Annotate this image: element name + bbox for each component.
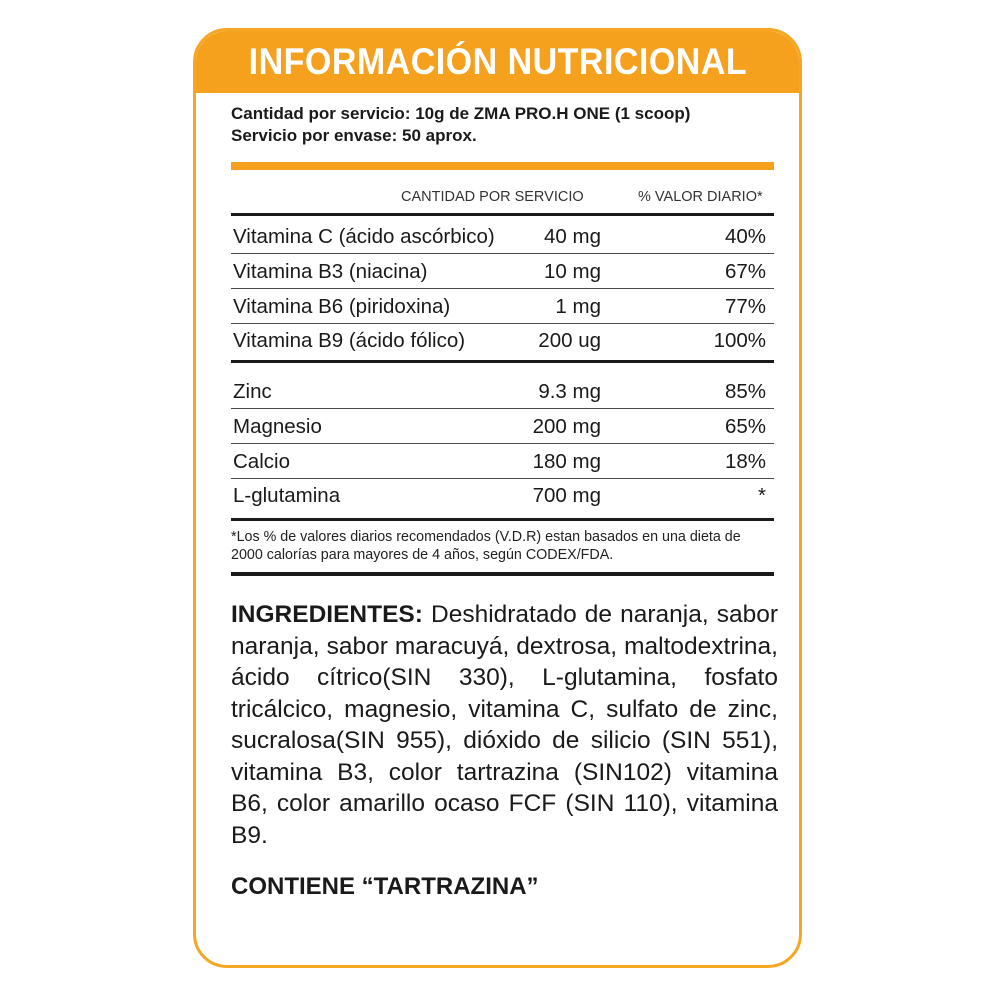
nutrient-amount: 180 mg	[532, 450, 601, 473]
table-bottom-divider	[231, 518, 774, 521]
nutrient-name: Vitamina B3 (niacina)	[233, 260, 428, 283]
nutrient-daily-value: 18%	[724, 450, 766, 473]
column-header-amount: CANTIDAD POR SERVICIO	[401, 189, 584, 205]
nutrient-daily-value: 100%	[713, 329, 766, 352]
daily-value-footnote: *Los % de valores diarios recomendados (V.D.R) estan basados en una dieta de 2000 calorías para mayores de 4 años, según CODEX/FDA.	[231, 529, 741, 563]
table-row	[231, 374, 774, 408]
nutrient-daily-value: 77%	[724, 295, 766, 318]
table-row	[231, 289, 774, 323]
allergen-warning: CONTIENE “TARTRAZINA”	[231, 873, 539, 900]
table-top-divider	[231, 213, 774, 216]
serving-size-text: Cantidad por servicio: 10g de ZMA PRO.H ONE (1 scoop)	[231, 104, 691, 123]
ingredients-text: Deshidratado de naranja, sabor naranja, sabor maracuyá, dextrosa, maltodextrina, ácido cítrico(SIN 330), L-glutamina, fosfato tricálcico, magnesio, vitamina C, sulfato de zinc, sucralosa(SIN 955), dióxido de silicio (SIN 551), vitamina B3, color tartrazina (SIN102) vitamina B6, color amarillo ocaso FCF (SIN 110), vitamina B9.	[231, 601, 778, 849]
ingredients-label: INGREDIENTES:	[231, 601, 423, 628]
table-row	[231, 323, 774, 357]
nutrient-amount: 10 mg	[544, 260, 601, 283]
footnote-divider	[231, 572, 774, 576]
nutrient-name: Calcio	[233, 450, 290, 473]
nutrient-amount: 1 mg	[555, 295, 601, 318]
nutrient-daily-value: 67%	[724, 260, 766, 283]
servings-per-container-text: Servicio por envase: 50 aprox.	[231, 126, 477, 145]
nutrient-amount: 200 ug	[538, 329, 601, 352]
header-banner	[196, 31, 799, 93]
nutrient-name: Magnesio	[233, 415, 322, 438]
nutrition-label-card	[193, 28, 802, 968]
nutrient-amount: 9.3 mg	[538, 380, 601, 403]
table-row	[231, 478, 774, 512]
nutrient-name: Vitamina C (ácido ascórbico)	[233, 225, 495, 248]
table-row	[231, 409, 774, 443]
nutrient-name: Zinc	[233, 380, 272, 403]
nutrient-daily-value: 85%	[724, 380, 766, 403]
nutrient-name: L-glutamina	[233, 484, 341, 507]
column-header-daily-value: % VALOR DIARIO*	[638, 189, 763, 205]
table-row	[231, 219, 774, 253]
nutrient-name: Vitamina B6 (piridoxina)	[233, 295, 451, 318]
orange-divider	[231, 162, 774, 170]
nutrient-daily-value: *	[758, 484, 766, 507]
nutrient-daily-value: 40%	[724, 225, 766, 248]
section-divider	[231, 360, 774, 363]
nutrient-name: Vitamina B9 (ácido fólico)	[233, 329, 466, 352]
serving-info	[231, 103, 690, 147]
page-title: INFORMACIÓN NUTRICIONAL	[248, 41, 747, 82]
nutrient-amount: 40 mg	[544, 225, 601, 248]
nutrient-amount: 200 mg	[532, 415, 601, 438]
table-row	[231, 444, 774, 478]
nutrient-amount: 700 mg	[532, 484, 601, 507]
table-row	[231, 254, 774, 288]
ingredients-paragraph	[231, 599, 778, 851]
nutrient-daily-value: 65%	[724, 415, 766, 438]
